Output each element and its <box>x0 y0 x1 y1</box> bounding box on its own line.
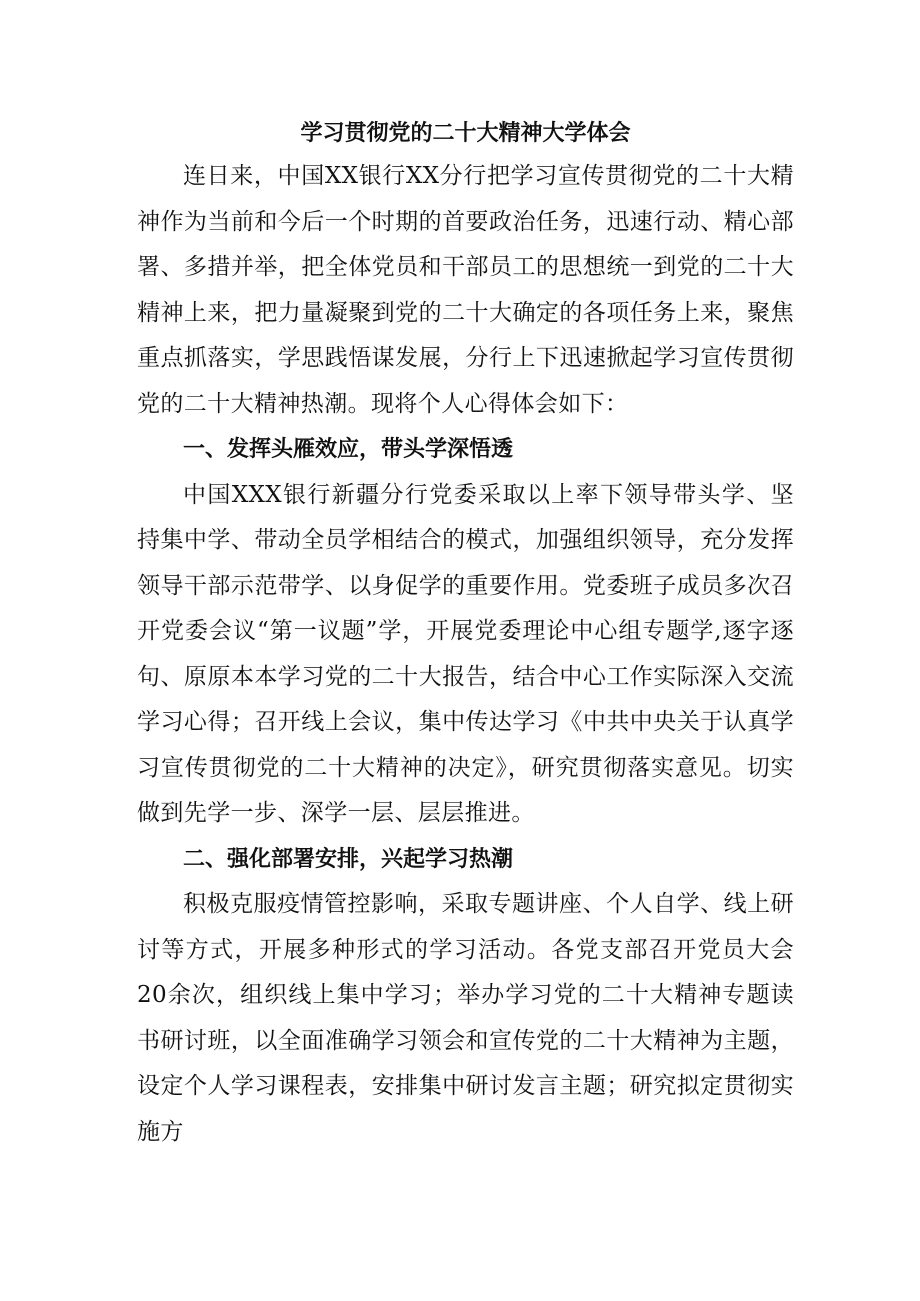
document-title: 学习贯彻党的二十大精神大学体会 <box>300 121 631 146</box>
section-heading-1: 一、发挥头雁效应，带头学深悟透 <box>183 437 514 462</box>
section-1-paragraph: 中国XXX银行新疆分行党委采取以上率下领导带头学、坚持集中学、带动全员学相结合的模式，加强组织领导，充分发挥领导干部示范带学、以身促学的重要作用。党委班子成员多次召开党委会议“第一议题”学，开展党委理论中心组专题学,逐字逐句、原原本本学习党的二十大报告，结合中心工作实际深入交流学习心得；召开线上会议，集中传达学习《中共中央关于认真学习宣传贯彻党的二十大精神的决定》，研究贯彻落实意见。切实做到先学一步、深学一层、层层推进。 <box>137 481 794 826</box>
section-2-paragraph: 积极克服疫情管控影响，采取专题讲座、个人自学、线上研讨等方式，开展多种形式的学习活动。各党支部召开党员大会20余次，组织线上集中学习；举办学习党的二十大精神专题读书研讨班，以全面准确学习领会和宣传党的二十大精神为主题，设定个人学习课程表，安排集中研讨发言主题；研究拟定贯彻实施方 <box>137 891 794 1145</box>
document-body <box>137 114 794 1155</box>
section-heading-2: 二、强化部署安排，兴起学习热潮 <box>183 846 514 872</box>
intro-paragraph: 连日来，中国XX银行XX分行把学习宣传贯彻党的二十大精神作为当前和今后一个时期的首要政治任务，迅速行动、精心部署、多措并举，把全体党员和干部员工的思想统一到党的二十大精神上来，把力量凝聚到党的二十大确定的各项任务上来，聚焦重点抓落实，学思践悟谋发展，分行上下迅速掀起学习宣传贯彻党的二十大精神热潮。现将个人心得体会如下： <box>137 163 794 417</box>
